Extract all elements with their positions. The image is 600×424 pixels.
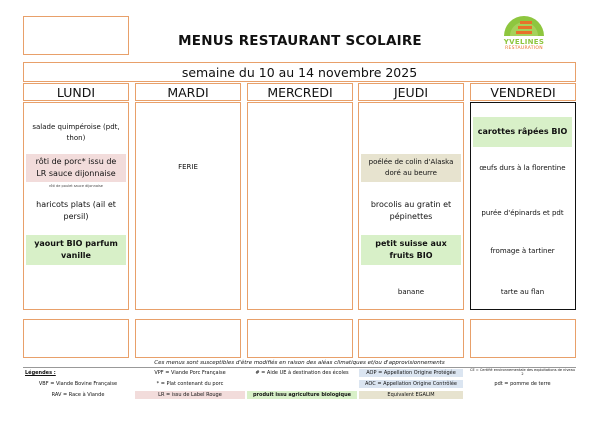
legend-hash: # = Aide UE à destination des écoles: [255, 370, 349, 376]
day-column-mercredi: [247, 102, 353, 310]
footer-cell-mardi: [135, 319, 241, 358]
day-header-mercredi: MERCREDI: [247, 83, 353, 101]
day-column-vendredi: [470, 102, 576, 310]
menu-item-dairy: petit suisse aux fruits BIO: [361, 235, 461, 265]
menu-item-alternative: rôti de poulet sauce dijonnaise: [49, 183, 103, 188]
legend-lr: LR = issu de Label Rouge: [135, 391, 245, 399]
legend-vbf: VBF = Viande Bovine Française: [38, 381, 118, 387]
menu-item-side: haricots plats (ail et persil): [36, 200, 116, 221]
menu-item-dessert: yaourt BIO parfum vanille: [26, 235, 126, 265]
logo-sun-icon: [494, 12, 554, 40]
legend-aop: AOP = Appellation Origine Protégée: [359, 369, 463, 377]
page-title: MENUS RESTAURANT SCOLAIRE: [178, 33, 422, 49]
menu-item-main: poélée de colin d'Alaska doré au beurre: [361, 154, 461, 182]
menu-item-starter: salade quimpéroise (pdt, thon): [32, 123, 120, 142]
legend-aoc: AOC = Appellation Origine Contrôlée: [359, 380, 463, 388]
disclaimer: Ces menus sont susceptibles d'être modifiés en raison des aléas climatiques et/ou d'approvisionnements: [154, 360, 445, 366]
day-header-lundi: LUNDI: [23, 83, 129, 101]
menu-item-side: purée d'épinards et pdt: [481, 208, 564, 217]
legend-rav: RAV = Race à Viande: [51, 392, 105, 398]
menu-item-main: rôti de porc* issu de LR sauce dijonnaise: [26, 154, 126, 182]
day-header-mardi: MARDI: [135, 83, 241, 101]
legend-vpf: VPF = Viande Porc Française: [154, 370, 226, 376]
footer-cell-jeudi: [358, 319, 464, 358]
logo-subtext: RESTAURATION: [505, 46, 543, 51]
menu-item-side: brocolis au gratin et pépinettes: [370, 200, 452, 221]
footer-cell-vendredi: [470, 319, 576, 358]
legend-pdt: pdt = pomme de terre: [494, 381, 551, 387]
day-column-lundi: [23, 102, 129, 310]
legend: [23, 367, 576, 402]
logo-text: YVELINES: [503, 38, 545, 46]
day-column-mardi: [135, 102, 241, 310]
footer-cell-lundi: [23, 319, 129, 358]
menu-item-dessert: tarte au flan: [500, 287, 545, 296]
yvelines-logo: [494, 12, 554, 52]
menu-item-dairy: fromage à tartiner: [490, 246, 555, 255]
legend-title: Légendes :: [25, 370, 56, 376]
day-header-jeudi: JEUDI: [358, 83, 464, 101]
menu-item-main: œufs durs à la florentine: [479, 163, 566, 172]
day-column-jeudi: [358, 102, 464, 310]
menu-item-holiday: FERIE: [178, 162, 198, 171]
menu-item-dessert: banane: [397, 287, 425, 296]
week-banner: semaine du 10 au 14 novembre 2025: [23, 62, 576, 82]
footer-cell-mercredi: [247, 319, 353, 358]
legend-ce: CE = Certifié environnementale des exploitations de niveau 2: [470, 368, 575, 376]
day-header-vendredi: VENDREDI: [470, 83, 576, 101]
legend-egalim: Equivalent EGALIM: [359, 391, 463, 399]
legend-star: * = Plat contenant du porc: [156, 381, 224, 387]
legend-bio: produit issu agriculture biologique: [247, 391, 357, 399]
empty-header-box: [23, 16, 129, 55]
menu-item-starter: carottes râpées BIO: [473, 117, 572, 147]
